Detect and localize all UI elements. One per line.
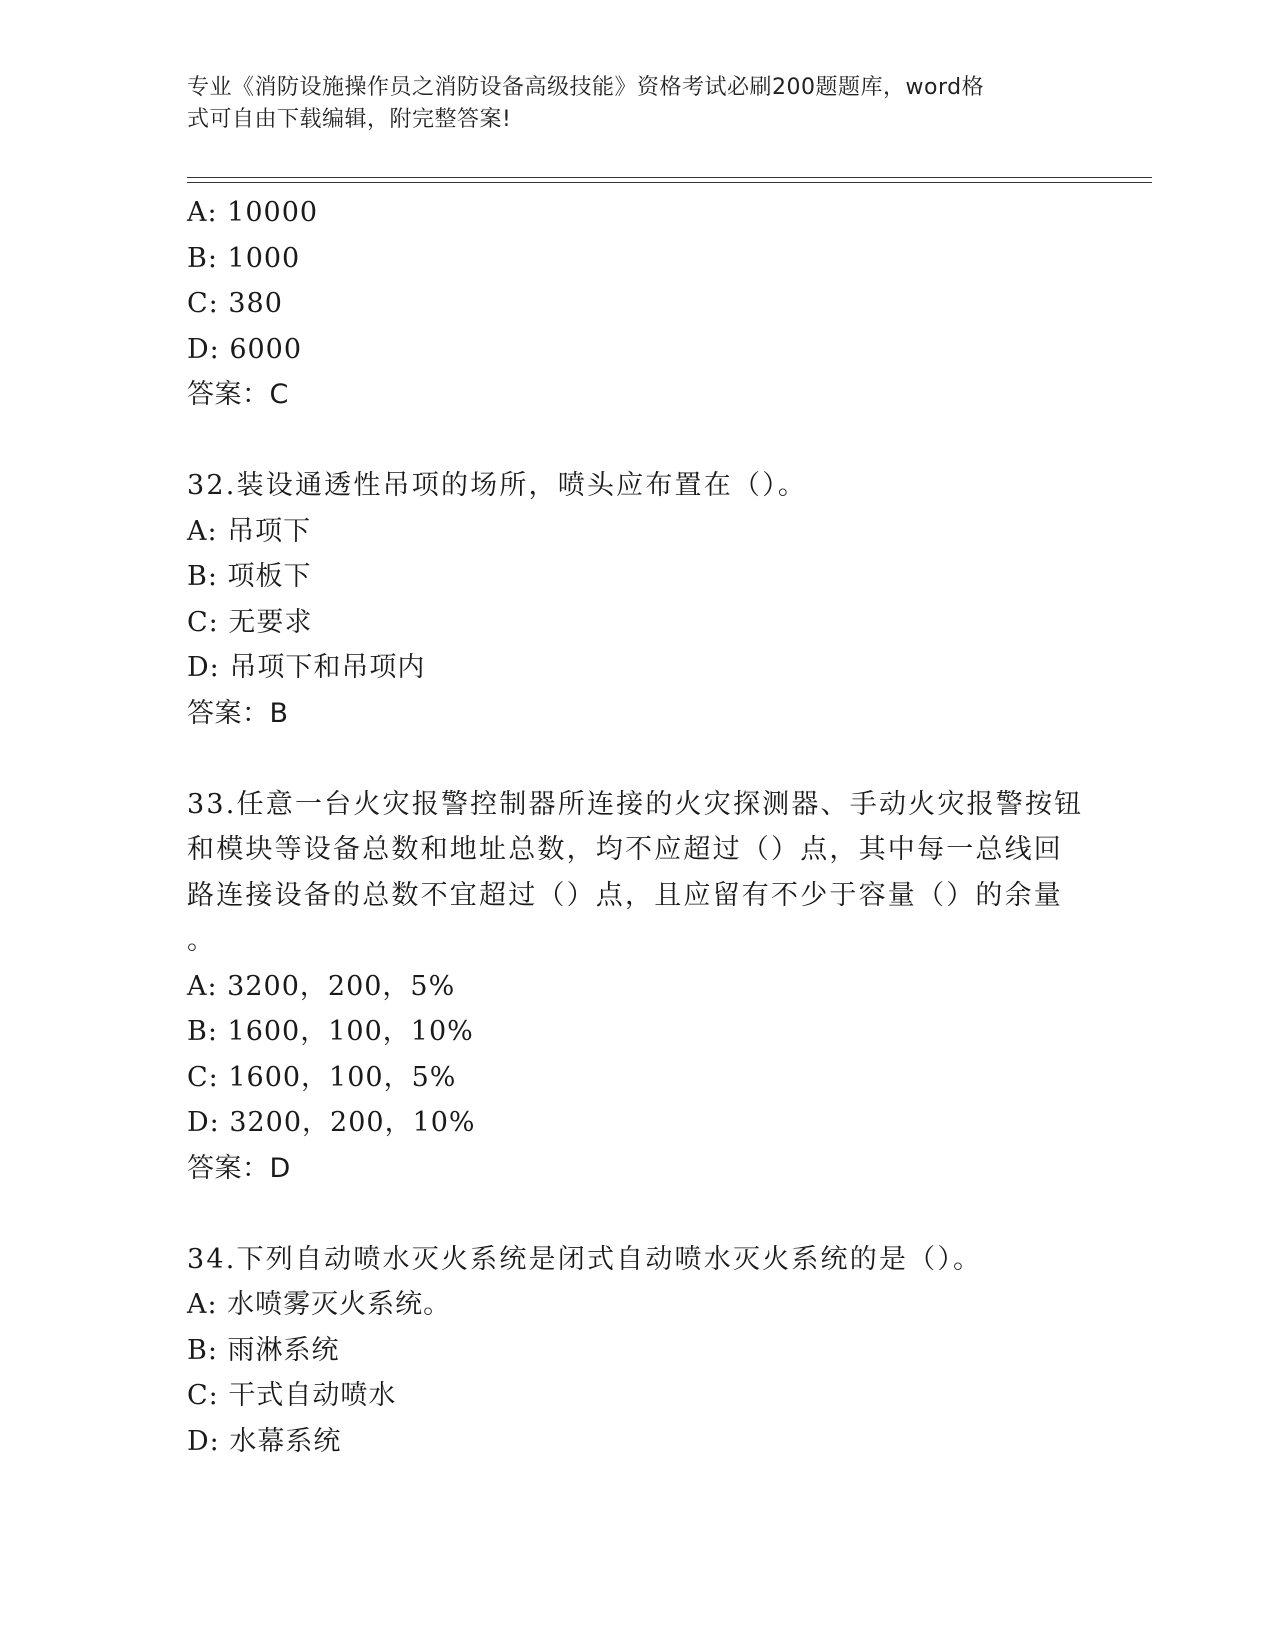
question-list [187,190,1087,1464]
spacer [187,1191,1087,1237]
option-b: B: 项板下 [187,561,312,592]
question-32 [187,463,1087,736]
option-a: A: 10000 [187,197,319,228]
answer: 答案：C [187,379,289,410]
question-text: 32.装设通透性吊项的场所，喷头应布置在（）。 [187,470,808,501]
option-c: C: 无要求 [187,606,313,638]
document-header [187,72,1057,136]
answer: 答案：B [187,697,289,729]
question-34 [187,1237,1087,1465]
question-31 [187,190,1087,418]
header-line-2: 式可自由下载编辑，附完整答案! [187,107,512,132]
question-text: 34.下列自动喷水灭火系统是闭式自动喷水灭火系统的是（）。 [187,1243,983,1275]
option-c: C: 1600，100，5% [187,1061,457,1093]
option-a: A: 吊项下 [187,515,312,547]
question-text-line-4: 。 [187,925,214,956]
option-d: D: 3200，200，10% [187,1107,476,1138]
option-d: D: 6000 [187,333,303,365]
spacer [187,418,1087,464]
option-d: D: 吊项下和吊项内 [187,652,426,683]
question-text-line-3: 路连接设备的总数不宜超过（）点，且应留有不少于容量（）的余量 [187,879,1063,911]
header-divider-top [187,177,1152,178]
option-d: D: 水幕系统 [187,1425,342,1457]
option-b: B: 1000 [187,242,301,274]
option-a: A: 水喷雾灭火系统。 [187,1289,452,1320]
question-33 [187,782,1087,1192]
answer: 答案：D [187,1152,291,1184]
header-line-1: 专业《消防设施操作员之消防设备高级技能》资格考试必刷200题题库，word格 [187,75,985,100]
option-b: B: 雨淋系统 [187,1334,340,1366]
option-a: A: 3200，200，5% [187,970,456,1002]
question-text-line-2: 和模块等设备总数和地址总数，均不应超过（）点，其中每一总线回 [187,834,1063,865]
option-c: C: 干式自动喷水 [187,1380,397,1411]
option-c: C: 380 [187,288,283,319]
header-divider-bottom [187,182,1152,183]
spacer [187,736,1087,782]
question-text-line-1: 33.任意一台火灾报警控制器所连接的火灾探测器、手动火灾报警按钮 [187,788,1084,820]
option-b: B: 1600，100，10% [187,1016,474,1047]
